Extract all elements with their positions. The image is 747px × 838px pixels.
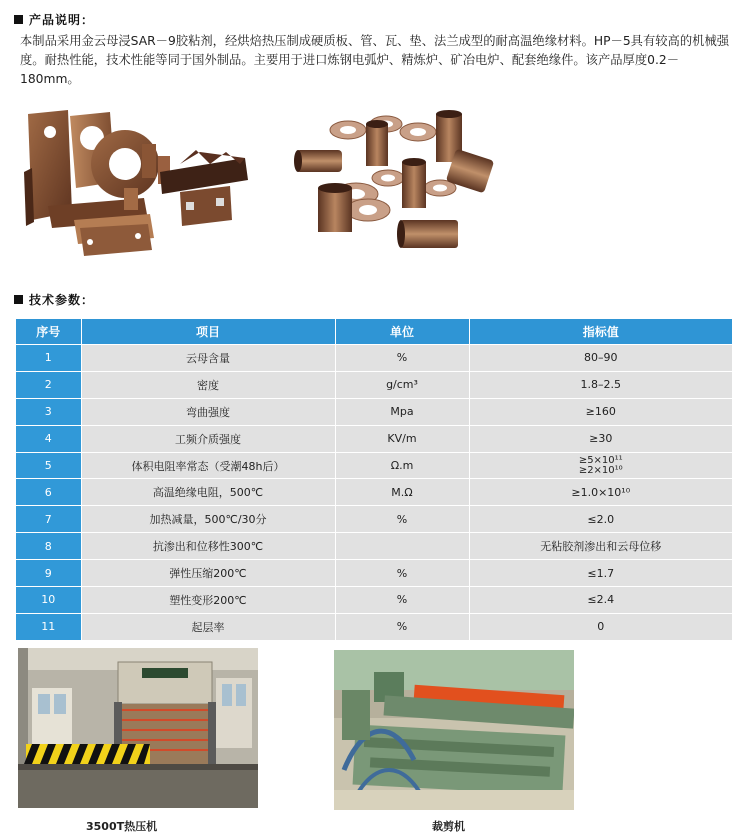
row-item: 高温绝缘电阻，500℃ [81, 479, 335, 506]
row-no: 5 [16, 452, 81, 479]
hot-press-photo [18, 648, 258, 808]
bullet-square-icon [14, 295, 23, 304]
row-item: 起层率 [81, 613, 335, 639]
specs-heading-row [14, 291, 94, 308]
col-header-value: 指标值 [469, 319, 732, 345]
row-value: ≤2.4 [469, 587, 732, 614]
table-row [16, 479, 732, 506]
specs-heading: 技术参数： [29, 293, 95, 307]
row-no: 3 [16, 398, 81, 425]
intro-heading-row [14, 11, 94, 28]
table-row [16, 345, 732, 372]
hot-press-caption: 3500T热压机 [86, 820, 158, 833]
table-row [16, 452, 732, 479]
table-row [16, 533, 732, 560]
row-unit: g/cm³ [335, 371, 469, 398]
table-row [16, 398, 732, 425]
row-unit: Ω.m [335, 452, 469, 479]
value-stack [579, 456, 623, 476]
table-row [16, 371, 732, 398]
row-item: 塑性变形200℃ [81, 587, 335, 614]
row-item: 弹性压缩200℃ [81, 560, 335, 587]
row-unit [335, 533, 469, 560]
intro-heading: 产品说明： [29, 13, 95, 27]
row-value: 0 [469, 613, 732, 639]
row-value: 无粘胶剂渗出和云母位移 [469, 533, 732, 560]
row-value-b: ≥2×10¹⁰ [578, 464, 623, 476]
row-no: 7 [16, 506, 81, 533]
row-no: 2 [16, 371, 81, 398]
row-unit: % [335, 613, 469, 639]
table-row [16, 560, 732, 587]
col-header-unit: 单位 [335, 319, 469, 345]
row-unit: % [335, 345, 469, 372]
table-row [16, 506, 732, 533]
row-no: 6 [16, 479, 81, 506]
row-value [469, 452, 732, 479]
table-row [16, 425, 732, 452]
row-unit: M.Ω [335, 479, 469, 506]
row-value: ≥30 [469, 425, 732, 452]
mica-plates-photo [20, 102, 270, 262]
row-item: 加热减量，500℃/30分 [81, 506, 335, 533]
row-no: 9 [16, 560, 81, 587]
row-item: 体积电阻率常态（受潮48h后） [81, 452, 335, 479]
col-header-no: 序号 [16, 319, 81, 345]
row-value: ≤2.0 [469, 506, 732, 533]
row-no: 1 [16, 345, 81, 372]
shearing-machine-photo [334, 650, 574, 810]
row-no: 11 [16, 613, 81, 639]
row-item: 弯曲强度 [81, 398, 335, 425]
shearing-machine-caption: 裁剪机 [432, 820, 465, 833]
row-unit: % [335, 587, 469, 614]
mica-tubes-photo [290, 110, 500, 260]
table-row [16, 587, 732, 614]
row-value: ≥1.0×10¹⁰ [469, 479, 732, 506]
row-item: 密度 [81, 371, 335, 398]
row-value-a: ≥5×10¹¹ [578, 454, 623, 466]
row-unit: KV/m [335, 425, 469, 452]
row-item: 工频介质强度 [81, 425, 335, 452]
col-header-item: 项目 [81, 319, 335, 345]
row-value: 1.8–2.5 [469, 371, 732, 398]
bullet-square-icon [14, 15, 23, 24]
table-row [16, 613, 732, 639]
table-header-row [16, 319, 732, 345]
row-value: ≥160 [469, 398, 732, 425]
row-value: 80–90 [469, 345, 732, 372]
row-item: 云母含量 [81, 345, 335, 372]
row-no: 8 [16, 533, 81, 560]
row-unit: % [335, 506, 469, 533]
row-no: 10 [16, 587, 81, 614]
row-item: 抗渗出和位移性300℃ [81, 533, 335, 560]
spec-table [16, 319, 732, 640]
row-value: ≤1.7 [469, 560, 732, 587]
row-unit: Mpa [335, 398, 469, 425]
row-unit: % [335, 560, 469, 587]
row-no: 4 [16, 425, 81, 452]
intro-paragraph: 本制品采用金云母浸SAR－9胶粘剂，经烘焙热压制成硬质板、管、瓦、垫、法兰成型的耐高温绝缘材料。HP－5具有较高的机械强度。耐热性能，技术性能等同于国外制品。主要用于进口炼钢电弧炉、精炼炉、矿冶电炉、配套绝缘件。该产品厚度0.2－180mm。 [20, 34, 730, 86]
